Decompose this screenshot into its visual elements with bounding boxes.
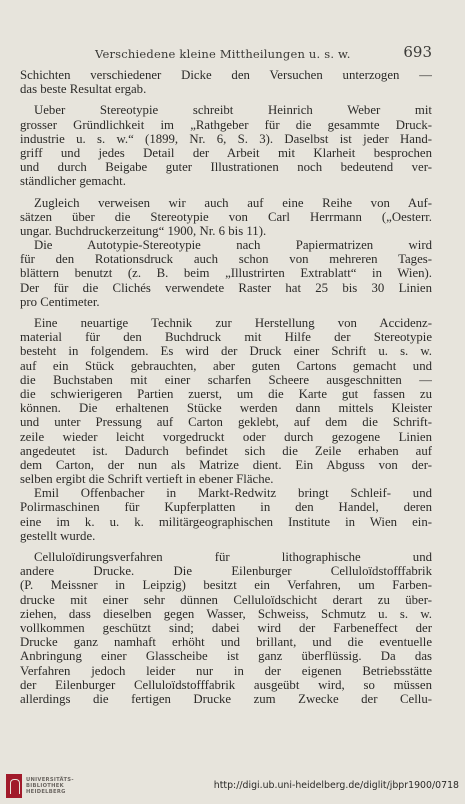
text-line: zeile wieder leicht vorgedruckt oder durch gezogene Linien [20, 429, 432, 444]
paragraph-gap [20, 309, 432, 316]
institution-line: BIBLIOTHEK [26, 783, 64, 790]
text-line: griff und jedes Detail der Arbeit mit Klarheit besprochen [20, 145, 432, 160]
text-line: auf ein Stück gebrauchten, aber guten Cartons gemacht und [20, 358, 432, 373]
text-line: Anbringung einer Glasscheibe ist ganz überflüssig. Da das [20, 649, 432, 664]
text-line: besteht in folgendem. Es wird der Druck einer Schrift u. s. w. [20, 344, 432, 359]
text-line: Die Autotypie-Stereotypie nach Papiermatrizen wird [34, 238, 432, 253]
running-header [20, 45, 432, 65]
text-line: Emil Offenbacher in Markt-Redwitz bringt Schleif- und [34, 486, 432, 501]
text-line: die schwierigeren Partien zuerst, um die Karte gut fassen zu [20, 386, 432, 401]
text-line: dem Carton, der nun als Matrize dient. Ein Abguss von der- [20, 457, 432, 472]
text-line: die Buchstaben mit einer scharfen Scheere ausgeschnitten — [20, 372, 432, 387]
paragraph-gap [20, 543, 432, 550]
page-number: 693 [403, 43, 432, 61]
institution-line: HEIDELBERG [26, 789, 66, 796]
text-line: ungar. Buchdruckerzeitung“ 1900, Nr. 6 bis 11). [20, 223, 267, 238]
text-line: selben ergibt die Schrift vertieft in ebener Fläche. [20, 472, 274, 487]
text-line: sätzen über die Stereotypie von Carl Herrmann („Oesterr. [20, 209, 432, 224]
text-line: ziehen, dass dieselben gegen Wasser, Schweiss, Schmutz u. s. w. [20, 606, 432, 621]
text-line: Polirmaschinen für Kupferplatten in den Handel, deren [20, 500, 432, 515]
text-line: der Eilenburger Celluloïdstofffabrik ausgeübt wird, so müssen [20, 677, 432, 692]
paragraph-gap [20, 189, 432, 196]
text-line: und durch Beigabe guter Illustrationen noch bedeutend ver- [20, 160, 432, 175]
footer [0, 770, 465, 804]
text-line: industrie u. s. w.“ (1899, Nr. 6, S. 3). Daselbst ist jeder Hand- [20, 131, 432, 146]
paragraph-gap [20, 96, 432, 103]
text-line: Verfahren jedoch leider nur in der eigenen Betriebsstätte [20, 663, 432, 678]
text-line: andere Drucke. Die Eilenburger Celluloïdstofffabrik [20, 564, 432, 579]
text-line: material für den Buchdruck mit Hilfe der Stereotypie [20, 330, 432, 345]
text-line: Drucke ganz namhaft erhöht und brillant, und die eventuelle [20, 635, 432, 650]
text-line: ständlicher gemacht. [20, 174, 126, 189]
body-text [20, 68, 432, 706]
university-library-logo-icon [6, 774, 22, 798]
text-line: allerdings die fertigen Drucke zum Zwecke der Cellu- [20, 691, 432, 706]
text-line: gestellt wurde. [20, 528, 96, 543]
text-line: das beste Resultat ergab. [20, 82, 147, 97]
text-line: Ueber Stereotypie schreibt Heinrich Weber mit [34, 103, 432, 118]
text-line: (P. Meissner in Leipzig) besitzt ein Verfahren, um Farben- [20, 578, 432, 593]
text-line: eine im k. u. k. militärgeographischen Institute in Wien ein- [20, 514, 432, 529]
text-line: Celluloïdirungsverfahren für lithographische und [34, 550, 432, 564]
running-title: Verschiedene kleine Mittheilungen u. s. w. [95, 47, 351, 61]
text-line: Der für die Clichés verwendete Raster hat 25 bis 30 Linien [20, 280, 432, 295]
text-line: drucke mit einer sehr dünnen Celluloïdschicht derart zu über- [20, 592, 432, 607]
text-line: Zugleich verweisen wir auch auf eine Reihe von Auf- [34, 195, 432, 210]
text-line: und unter Pressung auf Carton geklebt, auf dem die Schrift- [20, 415, 432, 430]
text-line: können. Die erhaltenen Stücke werden dann mittels Kleister [20, 401, 432, 416]
institution-line: UNIVERSITÄTS- [26, 777, 74, 783]
permalink-url[interactable]: http://digi.ub.uni-heidelberg.de/diglit/jbpr1900/0718 [213, 780, 459, 791]
text-line: Schichten verschiedener Dicke den Versuchen unterzogen — [20, 68, 432, 82]
text-line: angedeutet ist. Dadurch befindet sich die Zeile erhaben auf [20, 443, 432, 458]
text-line: grosser Gründlichkeit im „Rathgeber für die gesammte Druck- [20, 117, 432, 132]
institution-name [26, 777, 74, 796]
text-line: vollkommen geschützt sind; dabei wird der Farbeneffect der [20, 620, 432, 635]
text-line: blättern benutzt (z. B. beim „Illustrirten Extrablatt“ in Wien). [20, 266, 432, 281]
text-line: für den Rotationsdruck auch schon von mehreren Tages- [20, 252, 432, 267]
text-line: Eine neuartige Technik zur Herstellung von Accidenz- [34, 316, 432, 330]
text-line: pro Centimeter. [20, 294, 100, 309]
